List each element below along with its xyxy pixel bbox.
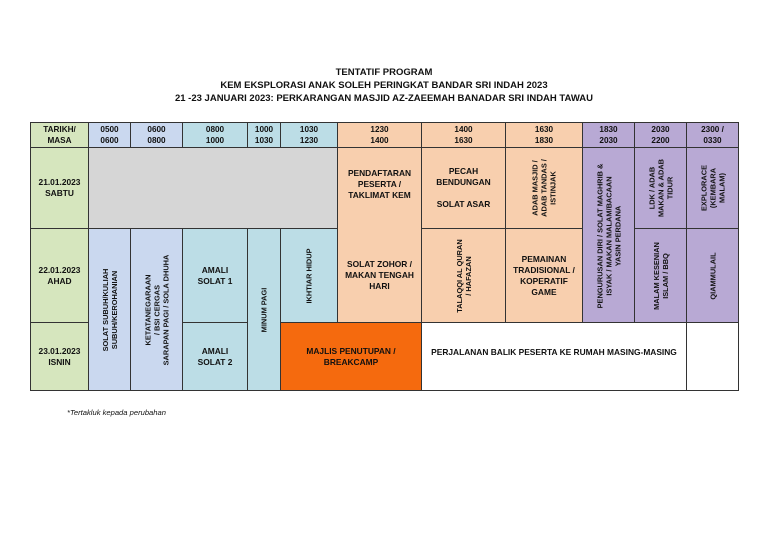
activity-label: SOLAT SUBUH/KULIAH SUBUH/KEROHANIAN <box>100 268 119 351</box>
activity-label: AMALI SOLAT 1 <box>197 264 233 286</box>
program-subtitle: KEM EKSPLORASI ANAK SOLEH PERINGKAT BANDAR SRI INDAH 2023 <box>220 80 548 91</box>
time-label: 1400 1630 <box>454 125 473 145</box>
time-label: 1830 2030 <box>599 125 618 145</box>
activity-label: MINUM PAGI <box>259 287 269 332</box>
header-time <box>280 122 338 148</box>
activity-ketatanegaraan <box>130 228 183 391</box>
day-cell <box>30 147 89 229</box>
header-time <box>337 122 422 148</box>
empty-slot <box>88 147 338 229</box>
program-venue: 21 -23 JANUARI 2023: PERKARANGAN MASJID AZ-ZAEEMAH BANADAR SRI INDAH TAWAU <box>174 93 594 104</box>
activity-label: LDK / ADAB MAKAN & ADAB TIDUR <box>647 158 674 218</box>
activity-label: PENDAFTARAN PESERTA / TAKLIMAT KEM <box>347 168 412 200</box>
header-time <box>634 122 687 148</box>
time-label: 0600 0800 <box>147 125 166 145</box>
empty-slot <box>686 322 739 391</box>
header-time <box>505 122 583 148</box>
activity-label: PENGURUSAN DIRI / SOLAT MAGHRIB & ISYAK / MAKAN MALAM/BACAAN YASIN PERDANA <box>595 163 622 308</box>
activity-label: PERJALANAN BALIK PESERTA KE RUMAH MASING-MASING <box>431 347 677 357</box>
activity-explorace <box>686 147 739 229</box>
time-label: 1000 1030 <box>254 125 274 145</box>
time-label: 1030 1230 <box>299 125 319 145</box>
time-label: 2030 2200 <box>651 125 670 145</box>
header-time <box>182 122 248 148</box>
activity-label: IKHTIAR HIDUP <box>304 247 314 304</box>
activity-ikhtiar <box>280 228 338 323</box>
time-label: 1630 1830 <box>534 125 554 145</box>
day-label: 23.01.2023 ISNIN <box>38 345 81 367</box>
time-label: 2300 / 0330 <box>701 125 724 145</box>
header-time <box>88 122 131 148</box>
header-time <box>582 122 635 148</box>
activity-label: QIAMMULAIL <box>708 251 717 300</box>
activity-label: AMALI SOLAT 2 <box>197 345 233 367</box>
activity-label: MALAM KESENIAN ISLAM / BBQ <box>651 241 670 310</box>
activity-minum-pagi <box>247 228 281 391</box>
activity-label: PECAH BENDUNGAN SOLAT ASAR <box>436 166 491 209</box>
header-time <box>247 122 281 148</box>
header-date-label: TARIKH/ MASA <box>43 125 76 145</box>
footnote: *Tertakluk kepada perubahan <box>67 408 166 417</box>
activity-ldk <box>634 147 687 229</box>
activity-label: SOLAT ZOHOR / MAKAN TENGAH HARI <box>345 258 414 291</box>
activity-label: MAJLIS PENUTUPAN / BREAKCAMP <box>306 345 396 367</box>
activity-adab-masjid <box>505 147 583 229</box>
activity-qiammullail <box>686 228 739 323</box>
activity-solat-subuh <box>88 228 131 391</box>
day-label: 21.01.2023 SABTU <box>38 177 81 198</box>
day-cell <box>30 228 89 323</box>
activity-label: PEMAINAN TRADISIONAL / KOPERATIF GAME <box>513 253 575 297</box>
header-time <box>130 122 183 148</box>
program-title: TENTATIF PROGRAM <box>335 67 433 78</box>
header-time <box>686 122 739 148</box>
activity-label: EXPLORACE (KEMBARA MALAM) <box>699 165 726 211</box>
day-label: 22.01.2023 AHAD <box>38 264 81 286</box>
time-label: 0500 0600 <box>100 125 119 145</box>
activity-malam-kesenian <box>634 228 687 323</box>
activity-label: ADAB MASJID / ADAB TANDAS / ISTINJAK <box>530 159 558 217</box>
activity-pemainan <box>505 228 583 323</box>
activity-label: KETATANEGARAAN / BSI CERGAS SARAPAN PAGI / SOLA DHUHA <box>143 254 170 365</box>
day-cell <box>30 322 89 391</box>
header-time <box>421 122 506 148</box>
activity-amali-2 <box>182 322 248 391</box>
time-label: 1230 1400 <box>370 125 389 145</box>
activity-pengurusan <box>582 147 635 324</box>
activity-solat-zohor <box>337 228 422 323</box>
activity-talaqqi <box>421 228 506 323</box>
activity-amali-1 <box>182 228 248 323</box>
time-label: 0800 1000 <box>205 125 225 145</box>
activity-label: TALAQQI AL QURAN / HAFAZAN <box>454 238 473 313</box>
activity-majlis <box>280 322 422 391</box>
header-date <box>30 122 89 148</box>
activity-perjalanan <box>421 322 687 391</box>
activity-pecah <box>421 147 506 229</box>
